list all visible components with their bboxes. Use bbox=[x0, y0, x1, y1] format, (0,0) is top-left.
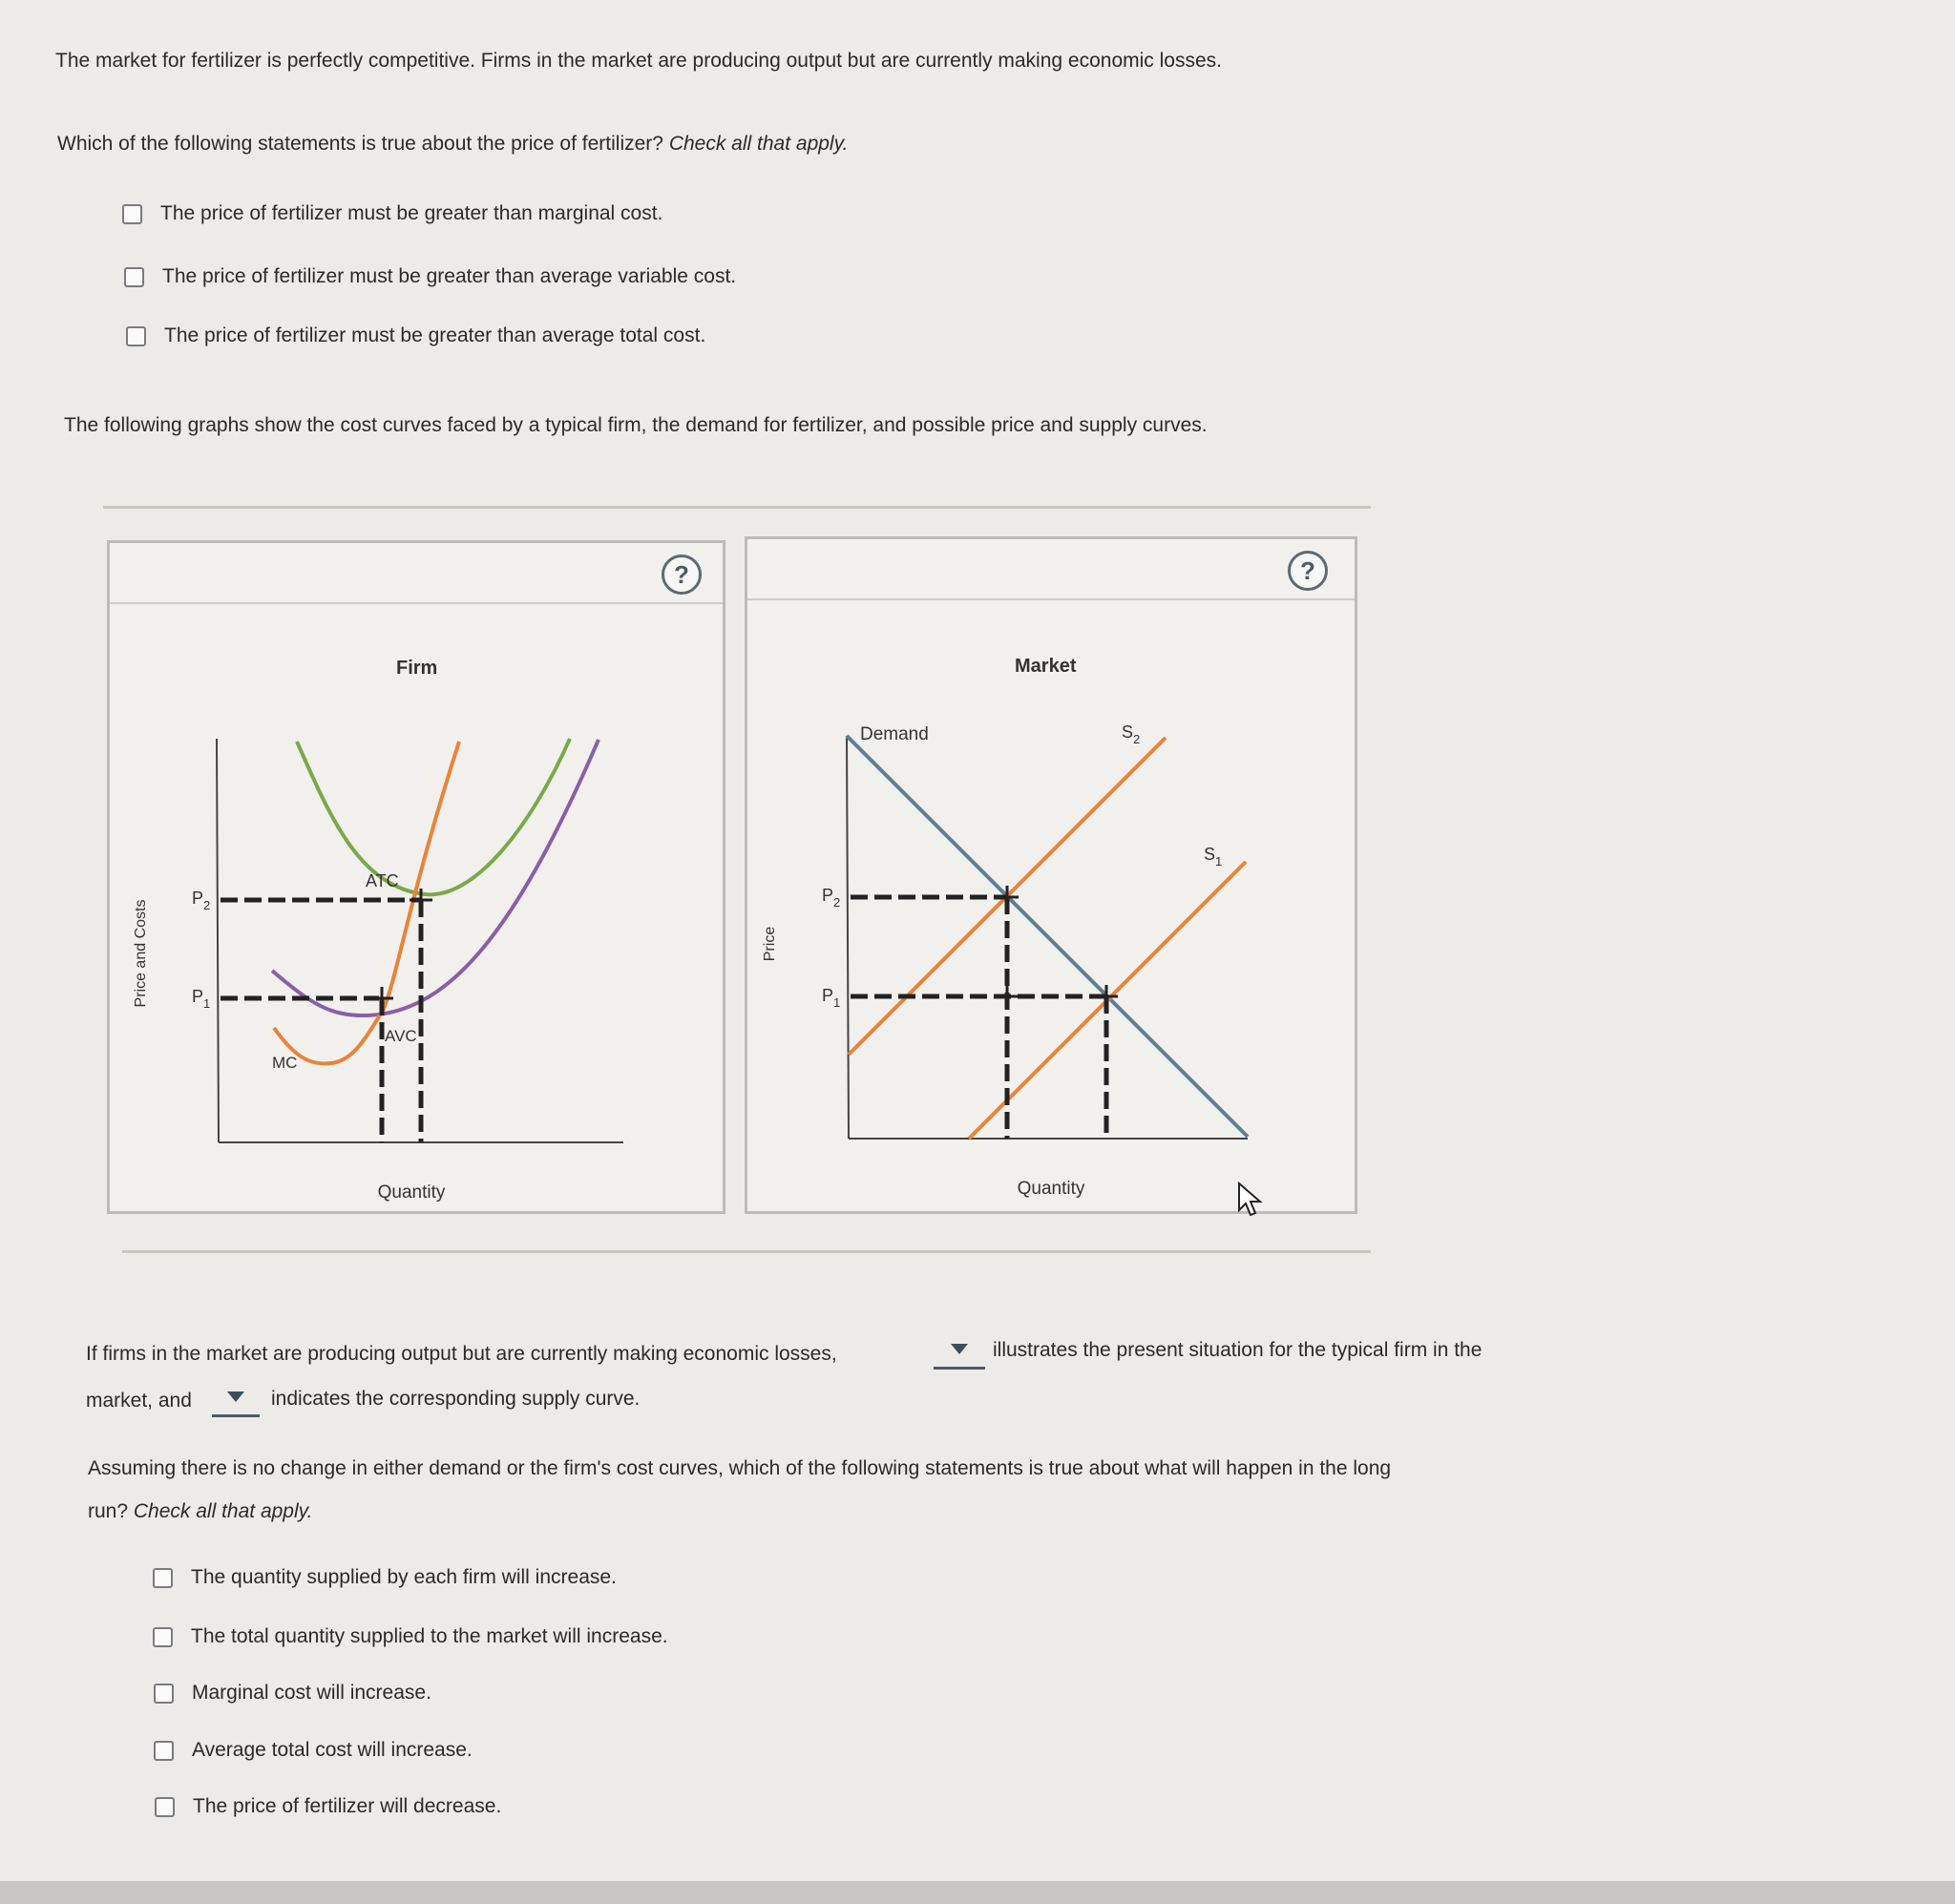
q2-checkbox-quantity-market[interactable] bbox=[153, 1627, 173, 1647]
atc-curve bbox=[297, 739, 570, 894]
q1-checkbox-avc[interactable] bbox=[124, 267, 144, 287]
sentence-part1: If firms in the market are producing output but are currently making economic losses, bbox=[86, 1343, 837, 1365]
firm-p2-label: $P_2$ bbox=[192, 889, 211, 912]
firm-y-axis-label: Price and Costs bbox=[133, 899, 149, 1008]
firm-chart bbox=[110, 543, 723, 1211]
q2-option-price[interactable] bbox=[155, 1795, 501, 1818]
q1-option-avc[interactable] bbox=[124, 265, 736, 288]
question1-check-all: Check all that apply. bbox=[668, 133, 849, 155]
firm-chart-title: Firm bbox=[396, 658, 438, 679]
intro-text: The market for fertilizer is perfectly competitive. Firms in the market are producing output but are currently making economic losses. bbox=[55, 50, 1222, 72]
q2-checkbox-price[interactable] bbox=[155, 1797, 175, 1817]
question2-prompt-line1: Assuming there is no change in either demand or the firm's cost curves, which of the following statements is true about what will happen in the long bbox=[88, 1457, 1392, 1479]
question2-prompt-line2 bbox=[88, 1500, 312, 1523]
q2-option-label: The total quantity supplied to the market will increase. bbox=[191, 1625, 668, 1647]
q2-option-label: The price of fertilizer will decrease. bbox=[193, 1795, 502, 1817]
q2-option-quantity-market[interactable] bbox=[153, 1625, 668, 1648]
q2-option-atc[interactable] bbox=[154, 1739, 473, 1762]
market-y-axis bbox=[847, 736, 849, 1139]
q1-checkbox-mc[interactable] bbox=[122, 204, 142, 224]
market-y-axis-label: Price bbox=[762, 926, 778, 962]
market-x-axis-label: Quantity bbox=[1017, 1179, 1085, 1199]
q2-checkbox-marginal-cost[interactable] bbox=[154, 1684, 174, 1704]
s1-label: $S_1$ bbox=[1204, 845, 1223, 868]
firm-graph-panel bbox=[107, 540, 725, 1214]
chevron-down-icon bbox=[227, 1391, 244, 1402]
q2-option-label: Average total cost will increase. bbox=[192, 1739, 473, 1761]
question2-prompt-text: run? bbox=[88, 1500, 129, 1522]
s2-label: $S_2$ bbox=[1122, 722, 1141, 746]
q2-checkbox-atc[interactable] bbox=[154, 1741, 174, 1761]
mouse-cursor-icon bbox=[1237, 1182, 1266, 1220]
market-p1-label: $P_1$ bbox=[822, 986, 841, 1010]
firm-p1-label: $P_1$ bbox=[192, 987, 211, 1011]
sentence-part3: market, and bbox=[86, 1390, 192, 1412]
demand-label: Demand bbox=[860, 724, 929, 744]
sentence-part2: illustrates the present situation for the typical firm in the bbox=[993, 1339, 1482, 1361]
q1-checkbox-atc[interactable] bbox=[126, 326, 146, 346]
graph-area-bottom-divider bbox=[122, 1250, 1371, 1253]
question2-check-all: Check all that apply. bbox=[133, 1500, 313, 1522]
bottom-taskbar bbox=[0, 1881, 1955, 1904]
q1-option-label: The price of fertilizer must be greater than marginal cost. bbox=[160, 202, 663, 224]
q2-checkbox-quantity-firm[interactable] bbox=[153, 1568, 173, 1588]
firm-y-axis bbox=[217, 739, 219, 1142]
mc-label: MC bbox=[272, 1054, 298, 1072]
market-chart bbox=[747, 539, 1355, 1211]
q2-option-label: Marginal cost will increase. bbox=[192, 1682, 431, 1704]
atc-label: ATC bbox=[366, 871, 399, 890]
supply-curve-dropdown[interactable] bbox=[212, 1388, 260, 1417]
q1-option-label: The price of fertilizer must be greater than average total cost. bbox=[164, 324, 706, 346]
demand-curve bbox=[847, 736, 1248, 1137]
market-graph-panel bbox=[745, 536, 1357, 1214]
q2-option-quantity-firm[interactable] bbox=[153, 1566, 617, 1589]
q2-option-label: The quantity supplied by each firm will increase. bbox=[191, 1566, 617, 1588]
firm-x-axis-label: Quantity bbox=[377, 1182, 446, 1203]
market-help-icon[interactable]: ? bbox=[1288, 551, 1328, 591]
market-point-s2-p1[interactable] bbox=[996, 985, 1019, 1008]
firm-help-icon[interactable]: ? bbox=[662, 554, 702, 595]
question1-prompt bbox=[57, 133, 848, 156]
market-chart-title: Market bbox=[1015, 656, 1077, 677]
sentence-part4: indicates the corresponding supply curve. bbox=[271, 1388, 641, 1410]
graph-area-top-divider bbox=[103, 506, 1371, 509]
graphs-caption: The following graphs show the cost curves faced by a typical firm, the demand for fertilizer, and possible price and supply curves. bbox=[64, 414, 1208, 436]
avc-label: AVC bbox=[385, 1027, 417, 1045]
q2-option-marginal-cost[interactable] bbox=[154, 1682, 431, 1705]
chevron-down-icon bbox=[951, 1344, 968, 1354]
question1-prompt-text: Which of the following statements is true about the price of fertilizer? bbox=[57, 133, 663, 155]
firm-situation-dropdown[interactable] bbox=[934, 1340, 985, 1370]
q1-option-mc[interactable] bbox=[122, 202, 662, 225]
q1-option-atc[interactable] bbox=[126, 324, 705, 347]
market-p2-label: $P_2$ bbox=[822, 886, 841, 910]
q1-option-label: The price of fertilizer must be greater than average variable cost. bbox=[162, 265, 737, 287]
